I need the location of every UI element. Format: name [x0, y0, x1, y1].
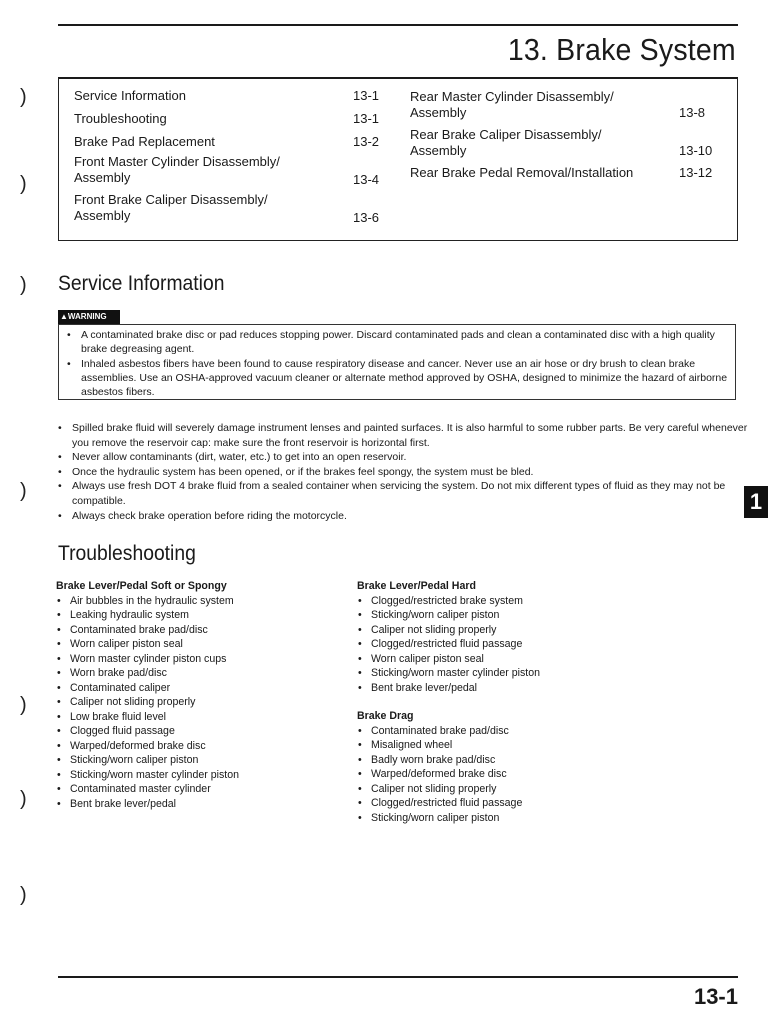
list-item: • Contaminated brake pad/disc [70, 623, 346, 638]
warning-tag [58, 310, 120, 324]
binder-hole-mark: ) [20, 884, 27, 906]
list-item: • Worn brake pad/disc [70, 666, 346, 681]
toc-label: Rear Brake Pedal Removal/Installation [410, 165, 634, 180]
list-item: • Sticking/worn caliper piston [371, 608, 687, 623]
page-title: 13. Brake System [507, 32, 736, 67]
toc-label: Assembly [74, 208, 131, 223]
toc-entry[interactable] [74, 88, 404, 111]
list-item: • Clogged/restricted brake system [371, 594, 687, 609]
list-item: • Warped/deformed brake disc [70, 739, 346, 754]
toc-entry[interactable] [74, 134, 404, 154]
toc-entry[interactable] [74, 192, 404, 230]
toc-label: Assembly [410, 105, 467, 120]
chapter-tab: 1 [744, 486, 768, 518]
binder-hole-mark: ) [20, 173, 27, 195]
toc-entry[interactable] [410, 127, 730, 165]
toc-label: Service Information [74, 88, 186, 103]
service-note: • Always use fresh DOT 4 brake fluid from a sealed container when servicing the system. Do not mix different types of fluid as they may not be compatible. [72, 479, 756, 508]
soft-spongy-list [56, 579, 346, 811]
list-item: • Clogged/restricted fluid passage [371, 637, 687, 652]
list-item: • Worn caliper piston seal [70, 637, 346, 652]
list-item: • Sticking/worn caliper piston [70, 753, 346, 768]
list-item: • Contaminated master cylinder [70, 782, 346, 797]
list-item: • Sticking/worn master cylinder piston [371, 666, 687, 681]
drag-list [357, 709, 687, 825]
list-item: • Sticking/worn master cylinder piston [70, 768, 346, 783]
toc-label: Troubleshooting [74, 111, 167, 126]
list-item: • Clogged fluid passage [70, 724, 346, 739]
warning-box [58, 324, 736, 400]
toc-entry[interactable] [74, 154, 404, 192]
warning-triangle-icon: ▲ [60, 312, 68, 321]
service-note: • Never allow contaminants (dirt, water, etc.) to get into an open reservoir. [72, 450, 756, 465]
service-note: • Spilled brake fluid will severely damage instrument lenses and painted surfaces. It is also harmful to some rubber parts. Be very careful whenever you remove the reservoir cap: make sure the front reservoir is horizontal first. [72, 421, 756, 450]
list-heading: Brake Drag [357, 710, 414, 722]
binder-hole-mark: ) [20, 788, 27, 810]
list-item: • Caliper not sliding properly [70, 695, 346, 710]
section-heading-service: Service Information [58, 272, 225, 295]
toc-entry[interactable] [74, 111, 404, 134]
toc-page: 13-4 [353, 172, 380, 187]
toc-page: 13-8 [679, 105, 706, 120]
service-note: • Once the hydraulic system has been opened, or if the brakes feel spongy, the system must be bled. [72, 465, 756, 480]
service-note: • Always check brake operation before riding the motorcycle. [72, 509, 756, 524]
toc-right [410, 89, 730, 187]
toc-label: Assembly [74, 170, 131, 185]
service-notes [58, 421, 756, 523]
list-item: • Worn caliper piston seal [371, 652, 687, 667]
list-item: • Bent brake lever/pedal [70, 797, 346, 812]
toc-label: Assembly [410, 143, 467, 158]
toc-entry[interactable] [410, 165, 730, 187]
list-item: • Worn master cylinder piston cups [70, 652, 346, 667]
list-item: • Badly worn brake pad/disc [371, 753, 687, 768]
toc-box [58, 78, 738, 241]
list-item: • Bent brake lever/pedal [371, 681, 687, 696]
footer-rule [58, 976, 738, 978]
toc-label: Front Master Cylinder Disassembly/ [74, 154, 280, 169]
list-item: • Contaminated caliper [70, 681, 346, 696]
binder-hole-mark: ) [20, 480, 27, 502]
toc-page: 13-6 [353, 210, 380, 225]
toc-page: 13-12 [679, 165, 713, 180]
list-item: • Air bubbles in the hydraulic system [70, 594, 346, 609]
list-item: • Low brake fluid level [70, 710, 346, 725]
list-item: • Sticking/worn caliper piston [371, 811, 687, 826]
list-heading: Brake Lever/Pedal Hard [357, 580, 476, 592]
list-item: • Misaligned wheel [371, 738, 687, 753]
list-item: • Warped/deformed brake disc [371, 767, 687, 782]
toc-page: 13-2 [353, 134, 380, 149]
list-item: • Caliper not sliding properly [371, 623, 687, 638]
page-number: 13-1 [693, 984, 738, 1009]
list-item: • Contaminated brake pad/disc [371, 724, 687, 739]
top-rule [58, 24, 738, 26]
section-heading-troubleshooting: Troubleshooting [58, 542, 196, 565]
binder-hole-mark: ) [20, 86, 27, 108]
list-item: • Clogged/restricted fluid passage [371, 796, 687, 811]
toc-page: 13-10 [679, 143, 713, 158]
hard-list [357, 579, 687, 695]
toc-page: 13-1 [353, 111, 380, 126]
warning-tag-label: WARNING [67, 312, 107, 321]
list-item: • Leaking hydraulic system [70, 608, 346, 623]
list-heading: Brake Lever/Pedal Soft or Spongy [56, 580, 227, 592]
toc-label: Rear Master Cylinder Disassembly/ [410, 89, 614, 104]
warning-item: • Inhaled asbestos fibers have been found to cause respiratory disease and cancer. Never use an air hose or dry brush to clean brake assemblies. Use an OSHA-approved vacuum cleaner or alternate method approved by OSHA, designed to minimize the hazard of airborne asbestos fibers. [81, 357, 729, 399]
toc-left [74, 88, 404, 230]
warning-item: • A contaminated brake disc or pad reduces stopping power. Discard contaminated pads and clean a contaminated disc with a high quality brake degreasing agent. [81, 328, 729, 356]
toc-label: Rear Brake Caliper Disassembly/ [410, 127, 602, 142]
toc-label: Front Brake Caliper Disassembly/ [74, 192, 268, 207]
list-item: • Caliper not sliding properly [371, 782, 687, 797]
binder-hole-mark: ) [20, 274, 27, 296]
toc-page: 13-1 [353, 88, 380, 103]
toc-label: Brake Pad Replacement [74, 134, 215, 149]
binder-hole-mark: ) [20, 694, 27, 716]
toc-entry[interactable] [410, 89, 730, 127]
